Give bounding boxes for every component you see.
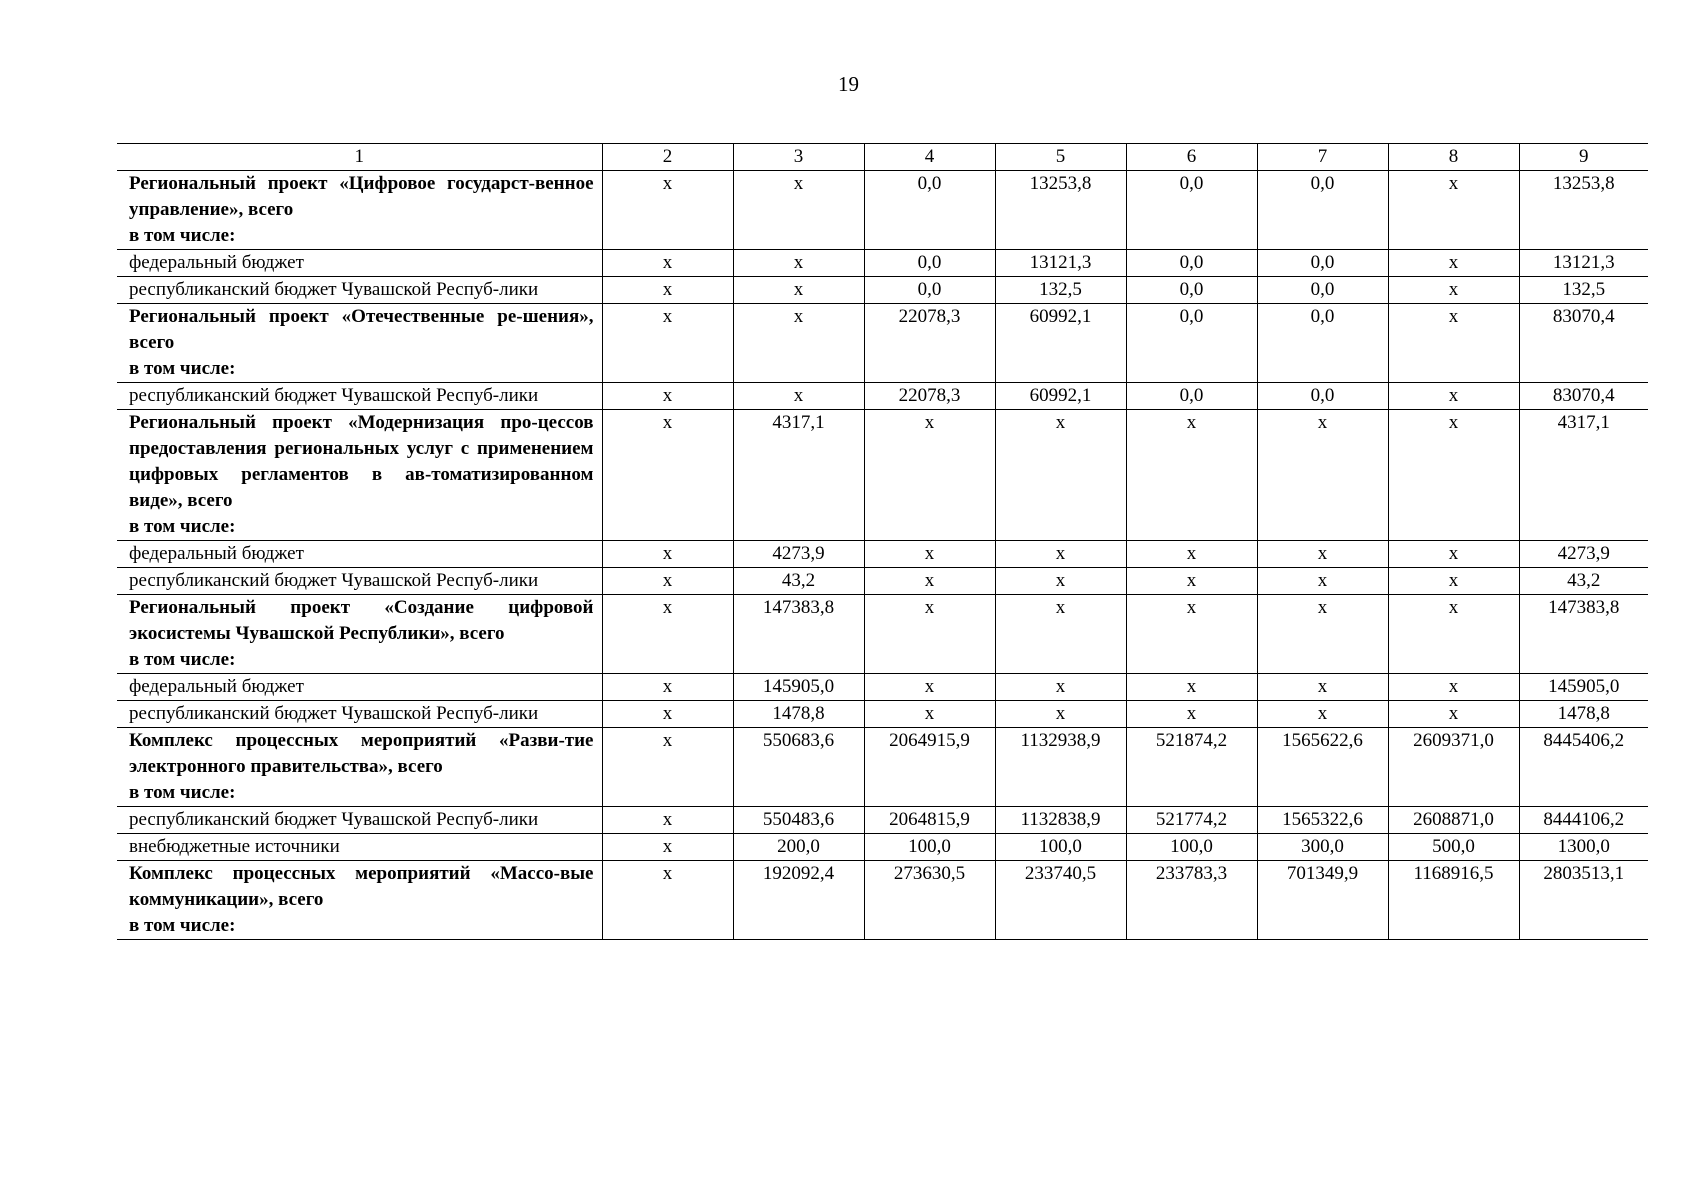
table-row (117, 728, 1648, 807)
row-label (117, 568, 602, 595)
table-row (117, 861, 1648, 940)
table-cell: х (1388, 383, 1519, 410)
table-cell: 273630,5 (864, 861, 995, 940)
table-cell: 83070,4 (1519, 383, 1648, 410)
table-cell: 132,5 (995, 277, 1126, 304)
table-cell: х (1388, 674, 1519, 701)
table-cell: 100,0 (1126, 834, 1257, 861)
table-cell: 550483,6 (733, 807, 864, 834)
table-cell: х (995, 568, 1126, 595)
row-label (117, 277, 602, 304)
table-cell: х (602, 541, 733, 568)
table-cell: х (602, 171, 733, 250)
table-cell: х (1388, 701, 1519, 728)
row-label-text: Комплекс процессных мероприятий «Массо-вые коммуникации», всего (129, 863, 594, 910)
table-cell: 1132838,9 (995, 807, 1126, 834)
column-header: 4 (864, 144, 995, 171)
table-cell: 1168916,5 (1388, 861, 1519, 940)
table-cell: х (1257, 674, 1388, 701)
table-cell: х (864, 595, 995, 674)
table-cell: 701349,9 (1257, 861, 1388, 940)
table-cell: х (995, 595, 1126, 674)
table-cell: 0,0 (864, 277, 995, 304)
row-sublabel: в том числе: (129, 358, 236, 379)
table-row (117, 277, 1648, 304)
table-cell: 233740,5 (995, 861, 1126, 940)
row-label (117, 701, 602, 728)
table-cell: 1478,8 (733, 701, 864, 728)
table-cell: 0,0 (1126, 277, 1257, 304)
table-cell: 13121,3 (995, 250, 1126, 277)
table-cell: х (602, 861, 733, 940)
table-cell: 100,0 (864, 834, 995, 861)
table-cell: х (733, 383, 864, 410)
table-cell: 2803513,1 (1519, 861, 1648, 940)
table-cell: 13121,3 (1519, 250, 1648, 277)
table-cell: 132,5 (1519, 277, 1648, 304)
row-label (117, 171, 602, 250)
row-label-text: республиканский бюджет Чувашской Респуб-лики (129, 809, 539, 830)
table-cell: х (864, 701, 995, 728)
table-row (117, 595, 1648, 674)
table-cell: х (864, 674, 995, 701)
row-label-text: республиканский бюджет Чувашской Респуб-лики (129, 703, 539, 724)
table-row (117, 171, 1648, 250)
table-cell: 60992,1 (995, 304, 1126, 383)
table-cell: 2609371,0 (1388, 728, 1519, 807)
budget-table (117, 143, 1648, 940)
row-label (117, 861, 602, 940)
table-cell: х (1388, 250, 1519, 277)
table-cell: 0,0 (1126, 171, 1257, 250)
table-cell: х (602, 410, 733, 541)
table-cell: х (602, 568, 733, 595)
column-header: 9 (1519, 144, 1648, 171)
table-row (117, 568, 1648, 595)
table-cell: 0,0 (1257, 171, 1388, 250)
table-cell: 2608871,0 (1388, 807, 1519, 834)
row-label (117, 304, 602, 383)
column-header: 2 (602, 144, 733, 171)
table-cell: 233783,3 (1126, 861, 1257, 940)
row-label-text: Региональный проект «Отечественные ре-шения», всего (129, 306, 594, 353)
table-cell: 147383,8 (1519, 595, 1648, 674)
row-label (117, 807, 602, 834)
row-label-text: Региональный проект «Модернизация про-цессов предоставления региональных услуг с применением цифровых регламентов в ав-томатизированном виде», всего (129, 412, 594, 511)
table-cell: х (864, 541, 995, 568)
row-label-text: республиканский бюджет Чувашской Респуб-лики (129, 279, 539, 300)
row-label-text: федеральный бюджет (129, 543, 304, 564)
table-row (117, 250, 1648, 277)
table-cell: 521874,2 (1126, 728, 1257, 807)
table-cell: х (1257, 595, 1388, 674)
table-cell: 43,2 (1519, 568, 1648, 595)
row-sublabel: в том числе: (129, 782, 236, 803)
table-cell: х (602, 674, 733, 701)
table-cell: 43,2 (733, 568, 864, 595)
table-cell: х (602, 701, 733, 728)
row-label (117, 728, 602, 807)
table-cell: х (864, 568, 995, 595)
table-cell: 1565322,6 (1257, 807, 1388, 834)
table-cell: 4273,9 (733, 541, 864, 568)
table-cell: х (1388, 277, 1519, 304)
table-cell: 0,0 (1126, 304, 1257, 383)
table-cell: 83070,4 (1519, 304, 1648, 383)
table-cell: 550683,6 (733, 728, 864, 807)
table-cell: 300,0 (1257, 834, 1388, 861)
table-cell: х (995, 701, 1126, 728)
table-cell: х (1126, 674, 1257, 701)
row-sublabel: в том числе: (129, 915, 236, 936)
row-label-text: федеральный бюджет (129, 252, 304, 273)
table-cell: 521774,2 (1126, 807, 1257, 834)
row-label (117, 674, 602, 701)
row-label (117, 541, 602, 568)
table-cell: 60992,1 (995, 383, 1126, 410)
table-cell: 0,0 (1257, 383, 1388, 410)
row-sublabel: в том числе: (129, 225, 236, 246)
table-cell: х (602, 834, 733, 861)
row-label-text: Региональный проект «Создание цифровой экосистемы Чувашской Республики», всего (129, 597, 594, 644)
table-cell: 4317,1 (1519, 410, 1648, 541)
table-row (117, 674, 1648, 701)
row-label-text: Региональный проект «Цифровое государст-венное управление», всего (129, 173, 594, 220)
column-header: 7 (1257, 144, 1388, 171)
table-cell: 100,0 (995, 834, 1126, 861)
column-header: 8 (1388, 144, 1519, 171)
table-cell: х (1388, 595, 1519, 674)
table-cell: х (864, 410, 995, 541)
table-cell: 8444106,2 (1519, 807, 1648, 834)
table-cell: 1132938,9 (995, 728, 1126, 807)
row-label (117, 383, 602, 410)
table-cell: х (602, 383, 733, 410)
table-cell: 0,0 (864, 171, 995, 250)
table-cell: 4273,9 (1519, 541, 1648, 568)
row-label-text: внебюджетные источники (129, 836, 340, 857)
column-header: 5 (995, 144, 1126, 171)
table-cell: 0,0 (1126, 250, 1257, 277)
table-row (117, 541, 1648, 568)
table-cell: х (602, 728, 733, 807)
table-row (117, 807, 1648, 834)
table-cell: х (1388, 568, 1519, 595)
table-row (117, 834, 1648, 861)
table-cell: х (1126, 701, 1257, 728)
column-header: 1 (117, 144, 602, 171)
row-sublabel: в том числе: (129, 649, 236, 670)
table-cell: 22078,3 (864, 383, 995, 410)
table-cell: 0,0 (864, 250, 995, 277)
table-cell: х (1388, 541, 1519, 568)
table-cell: х (1257, 410, 1388, 541)
table-cell: х (602, 595, 733, 674)
table-cell: 0,0 (1257, 250, 1388, 277)
table-row (117, 410, 1648, 541)
table-cell: 145905,0 (1519, 674, 1648, 701)
table-cell: х (602, 807, 733, 834)
table-cell: х (733, 171, 864, 250)
table-cell: х (1257, 568, 1388, 595)
table-cell: х (733, 304, 864, 383)
row-label-text: Комплекс процессных мероприятий «Разви-тие электронного правительства», всего (129, 730, 594, 777)
table-cell: х (1257, 541, 1388, 568)
row-label (117, 410, 602, 541)
table-cell: 4317,1 (733, 410, 864, 541)
page-number: 19 (838, 72, 859, 96)
table-cell: х (733, 277, 864, 304)
table-cell: 0,0 (1126, 383, 1257, 410)
table-cell: 0,0 (1257, 304, 1388, 383)
table-cell: 500,0 (1388, 834, 1519, 861)
row-label (117, 595, 602, 674)
table-cell: 2064915,9 (864, 728, 995, 807)
table-cell: 145905,0 (733, 674, 864, 701)
table-cell: х (1126, 595, 1257, 674)
row-label (117, 250, 602, 277)
table-cell: 147383,8 (733, 595, 864, 674)
table-cell: х (1126, 410, 1257, 541)
row-sublabel: в том числе: (129, 516, 236, 537)
table-cell: х (1388, 171, 1519, 250)
table-cell: х (1126, 541, 1257, 568)
table-header-row (117, 144, 1648, 171)
table-cell: 13253,8 (1519, 171, 1648, 250)
row-label-text: федеральный бюджет (129, 676, 304, 697)
row-label (117, 834, 602, 861)
table-row (117, 383, 1648, 410)
table-row (117, 701, 1648, 728)
row-label-text: республиканский бюджет Чувашской Респуб-лики (129, 385, 539, 406)
table-cell: 192092,4 (733, 861, 864, 940)
column-header: 6 (1126, 144, 1257, 171)
table-cell: 200,0 (733, 834, 864, 861)
table-cell: 1478,8 (1519, 701, 1648, 728)
table-cell: 1300,0 (1519, 834, 1648, 861)
table-cell: 8445406,2 (1519, 728, 1648, 807)
table-cell: х (602, 304, 733, 383)
table-cell: 0,0 (1257, 277, 1388, 304)
table-cell: х (1388, 304, 1519, 383)
row-label-text: республиканский бюджет Чувашской Респуб-лики (129, 570, 539, 591)
table-cell: х (995, 410, 1126, 541)
table-cell: х (1126, 568, 1257, 595)
table-cell: 22078,3 (864, 304, 995, 383)
table-cell: х (1257, 701, 1388, 728)
table-cell: х (733, 250, 864, 277)
table-cell: х (1388, 410, 1519, 541)
table-cell: х (995, 541, 1126, 568)
table-cell: 1565622,6 (1257, 728, 1388, 807)
table-cell: 13253,8 (995, 171, 1126, 250)
column-header: 3 (733, 144, 864, 171)
table-cell: х (602, 277, 733, 304)
table-cell: х (995, 674, 1126, 701)
table-cell: х (602, 250, 733, 277)
table-cell: 2064815,9 (864, 807, 995, 834)
table-row (117, 304, 1648, 383)
